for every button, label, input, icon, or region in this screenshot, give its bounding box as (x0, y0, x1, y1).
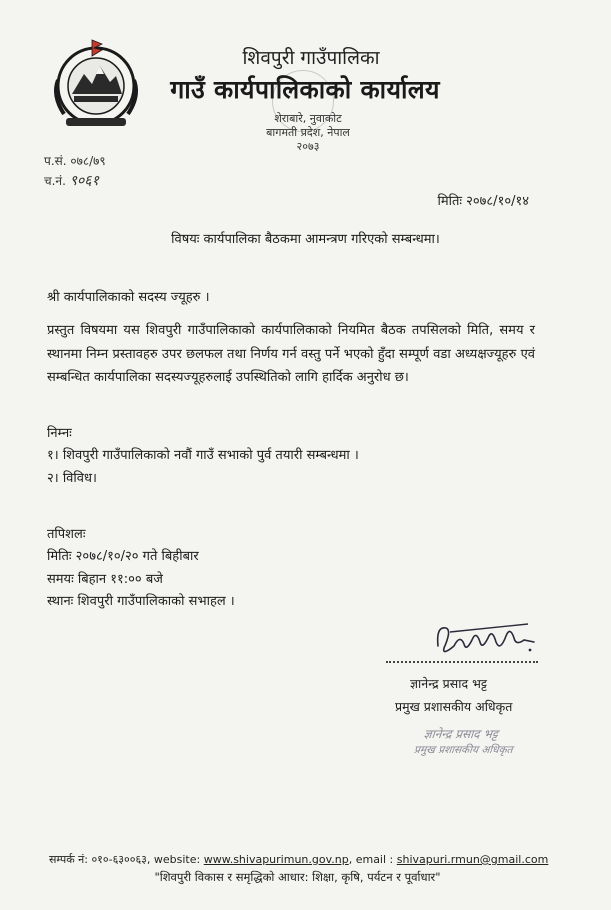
office-name: शिवपुरी गाउँपालिका (242, 47, 380, 69)
nepal-government-emblem-icon (44, 36, 148, 130)
agenda-item: १। शिवपुरी गाउँपालिकाको नवौं गाउँ सभाको पुर्व तयारी सम्बन्धमा । (47, 448, 359, 463)
address-line-1: शेराबारे, नुवाकोट (274, 112, 342, 125)
handwritten-signature (430, 616, 540, 664)
dispatch-label: च.नं. (44, 174, 66, 188)
address-line-2: बागमती प्रदेश, नेपाल (266, 126, 350, 139)
subject-line: विषयः कार्यपालिका बैठकमा आमन्त्रण गरिएको सम्बन्धमा। (171, 232, 440, 247)
office-title: गाउँ कार्यपालिकाको कार्यालय (170, 75, 440, 104)
signer-name: ज्ञानेन्द्र प्रसाद भट्ट (410, 676, 487, 691)
seal-stamp-name: ज्ञानेन्द्र प्रसाद भट्ट (423, 727, 499, 741)
address-line-3: २०७३ (296, 140, 320, 153)
agenda-heading: निम्नः (47, 426, 72, 441)
email-label: , email : (348, 853, 394, 866)
salutation: श्री कार्यपालिकाको सदस्य ज्यूहरु । (47, 290, 210, 305)
letter-date: मितिः २०७८/१०/१४ (437, 194, 529, 209)
dispatch-value: ९०६१ (69, 173, 99, 189)
contact-prefix: सम्पर्क नं: ०१०-६३००६३, website: (49, 853, 201, 866)
seal-stamp-title: प्रमुख प्रशासकीय अधिकृत (413, 744, 514, 756)
meeting-time: समयः बिहान ११:०० बजे (47, 572, 163, 587)
agenda-item: २। विविध। (47, 471, 97, 486)
signature-line (386, 661, 538, 663)
details-heading: तपिशलः (47, 527, 86, 542)
office-address (228, 112, 388, 154)
meeting-date: मितिः २०७८/१०/२० गते बिहीबार (47, 549, 199, 564)
dispatch-number (44, 171, 99, 190)
email-link[interactable]: shivapuri.rmun@gmail.com (396, 853, 549, 866)
motto-text: "शिवपुरी विकास र समृद्धिको आधार: शिक्षा, कृषि, पर्यटन र पूर्वाधार" (154, 870, 441, 884)
footer-contact (49, 852, 548, 867)
letter-number: प.सं. ०७८/७९ (44, 154, 106, 168)
website-link[interactable]: www.shivapurimun.gov.np (203, 853, 349, 866)
body-paragraph: प्रस्तुत विषयमा यस शिवपुरी गाउँपालिकाको कार्यपालिकाको नियमित बैठक तपसिलको मिति, समय र स्थानमा निम्न प्रस्तावहरु उपर छलफल तथा निर्णय गर्न वस्तु पर्ने भएको हुँदा सम्पूर्ण वडा अध्यक्षज्यूहरु एवं सम्बन्धित कार्यपालिका सदस्यज्यूहरुलाई उपस्थितिको लागि हार्दिक अनुरोध छ। (47, 323, 535, 385)
meeting-venue: स्थानः शिवपुरी गाउँपालिकाको सभाहल । (47, 594, 235, 609)
signer-title: प्रमुख प्रशासकीय अधिकृत (395, 699, 513, 714)
footer-motto (0, 870, 611, 885)
